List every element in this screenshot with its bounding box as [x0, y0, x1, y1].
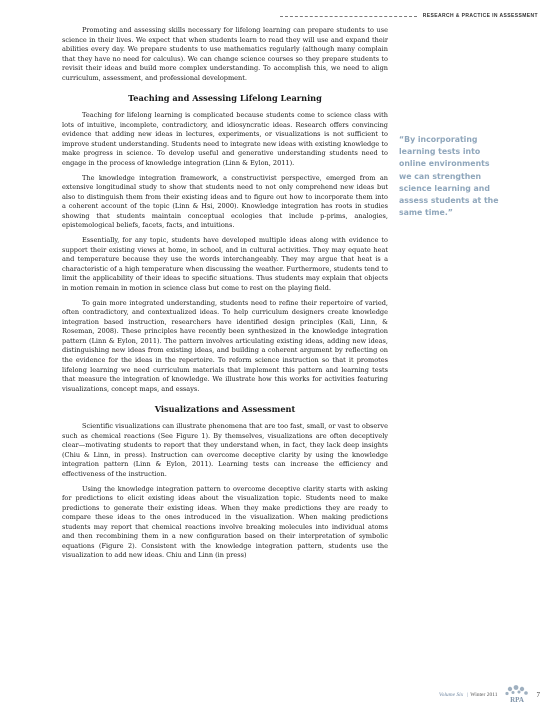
body-paragraph: To gain more integrated understanding, students need to refine their repertoire of varied, often contradictory, and contextualized ideas. To help curriculum designers create knowledge integration based instruction, researchers have identified design principles (Kali, Linn, & Roseman, 2008). These principles have recently been synthesized in the knowledge integration pattern (Linn & Eylon, 2011). The pattern involves articulating existing ideas, adding new ideas, distinguishing new ideas from existing ideas, and building a coherent argument by reflecting on the evidence for the ideas in the repertoire. To reform science instruction so that it promotes lifelong learning we need curriculum materials that implement this pattern and learning tests that measure the integration of knowledge. We illustrate how this works for activities featuring visualizations, concept maps, and essays. [62, 298, 388, 393]
header-dashed-rule [280, 16, 417, 17]
footer-separator: | [467, 692, 469, 698]
section-heading-lifelong-learning: Teaching and Assessing Lifelong Learning [128, 93, 322, 104]
body-paragraph: Essentially, for any topic, students have developed multiple ideas along with evidence to support their existing views at home, in school, and in cultural activities. They may equate heat and temperature because they use the words interchangeably. They may argue that heat is a characteristic of a high temperature when discussing the weather. Furthermore, students tend to limit the applicability of their ideas to specific situations. Thus students may explain that objects in motion remain in motion in science class but come to rest on the playing field. [62, 236, 388, 292]
running-header [280, 10, 538, 22]
article-body [62, 26, 388, 566]
footer-volume: Volume Six [438, 692, 464, 698]
rpa-logo-icon [504, 685, 530, 705]
body-paragraph: Scientific visualizations can illustrate phenomena that are too fast, small, or vast to observe such as chemical reactions (See Figure 1). By themselves, visualizations are often deceptively clear—motivating students to report that they understand when, in fact, they lack deep insights (Chiu & Linn, in press). Instruction can overcome deceptive clarity by using the knowledge integration pattern (Linn & Eylon, 2011). Learning tests can increase the efficiency and effectiveness of the instruction. [62, 422, 388, 478]
footer-season: Winter 2011 [470, 692, 498, 698]
pull-quote: “By incorporating learning tests into online environments we can strengthen science learning and assess students at the same time.” [399, 135, 499, 218]
section-heading-visualizations: Visualizations and Assessment [154, 404, 296, 415]
page-number: 7 [536, 691, 540, 699]
header-title: RESEARCH & PRACTICE IN ASSESSMENT [422, 13, 538, 19]
logo-text: RPA [509, 696, 524, 704]
page-footer [439, 685, 540, 705]
body-paragraph: Teaching for lifelong learning is complicated because students come to science class with lots of intuitive, incomplete, contradictory, and idiosyncratic ideas. Research offers convincing evidence that adding new ideas in lectures, experiments, or visualizations is not sufficient to improve student understanding. Students need to integrate new ideas with existing knowledge to make progress in science. To develop useful and generative understanding students need to engage in the process of knowledge integration (Linn & Eylon, 2011). [62, 111, 388, 168]
body-paragraph: Using the knowledge integration pattern to overcome deceptive clarity starts with asking for predictions to elicit existing ideas about the visualization topic. Students need to make predictions to generate their existing ideas. When they make predictions they are ready to compare these ideas to the ones introduced in the visualization. When making predictions students may report that chemical reactions involve breaking molecules into individual atoms and then recombining them in a new configuration based on their interpretation of symbolic equations (Figure 2). Consistent with the knowledge integration pattern, students use the visualization to add new ideas. Chiu and Linn (in press) [62, 484, 388, 560]
intro-paragraph: Promoting and assessing skills necessary for lifelong learning can prepare students to use science in their lives. We expect that when students learn to read they will use and expand their abilities every day. We prepare students to use mathematics regularly (although many complain that they have no need for calculus). We can change science courses so they prepare students to revisit their ideas and build more complex understanding. To accomplish this, we need to align curriculum, assessment, and professional development. [62, 26, 388, 82]
body-paragraph: The knowledge integration framework, a constructivist perspective, emerged from an extensive longitudinal study to show that students need to not only comprehend new ideas but also to distinguish them from their existing ideas and to figure out how to incorporate them into a coherent account of the topic (Linn & Hsi, 2000). Knowledge integration has roots in studies showing that students maintain conceptual ecologies that include p-prims, analogies, epistemological beliefs, facets, facts, and intuitions. [62, 173, 388, 230]
